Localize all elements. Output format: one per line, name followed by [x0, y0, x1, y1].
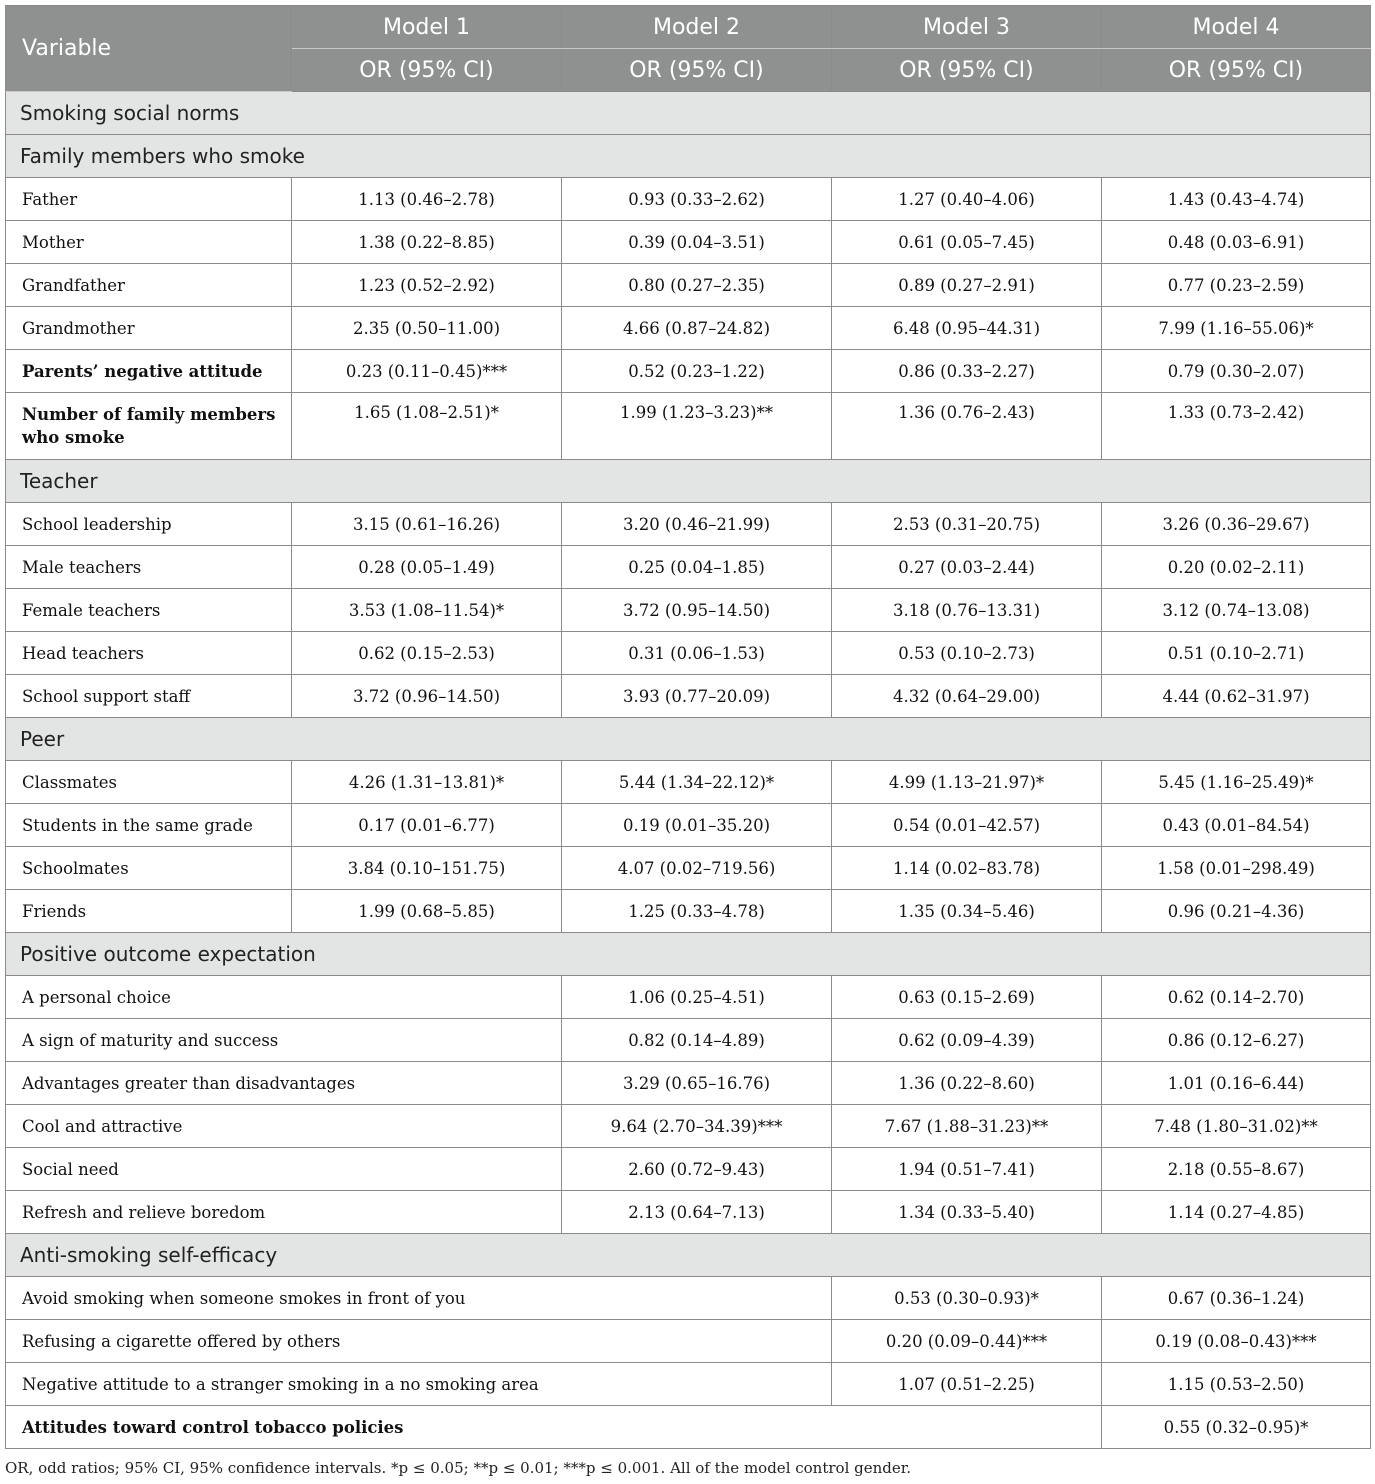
results-table: [5, 5, 1371, 1449]
table-row: [6, 890, 1371, 933]
section-smoking-social-norms: Smoking social norms: [6, 92, 1371, 135]
section-peer: Peer: [6, 718, 1371, 761]
cell-model-3: 0.20 (0.09–0.44)***: [832, 1320, 1102, 1363]
row-label: School leadership: [6, 503, 292, 546]
table-row: [6, 632, 1371, 675]
cell-model-3: 0.53 (0.30–0.93)*: [832, 1277, 1102, 1320]
header-or-ci-1: OR (95% CI): [292, 49, 562, 92]
header-model-3: Model 3: [832, 6, 1102, 49]
cell-model-4: 4.44 (0.62–31.97): [1102, 675, 1371, 718]
cell-model-4: 0.77 (0.23–2.59): [1102, 264, 1371, 307]
cell-model-3: 1.34 (0.33–5.40): [832, 1191, 1102, 1234]
table-row: [6, 761, 1371, 804]
cell-model-4: 0.51 (0.10–2.71): [1102, 632, 1371, 675]
cell-model-3: 0.61 (0.05–7.45): [832, 221, 1102, 264]
cell-model-1: 4.26 (1.31–13.81)*: [292, 761, 562, 804]
row-label: Father: [6, 178, 292, 221]
cell-model-2: 9.64 (2.70–34.39)***: [562, 1105, 832, 1148]
section-positive-outcome: Positive outcome expectation: [6, 933, 1371, 976]
cell-model-1: 1.23 (0.52–2.92): [292, 264, 562, 307]
cell-model-4: 0.43 (0.01–84.54): [1102, 804, 1371, 847]
table-row: [6, 976, 1371, 1019]
cell-model-2: 5.44 (1.34–22.12)*: [562, 761, 832, 804]
cell-model-4: 7.48 (1.80–31.02)**: [1102, 1105, 1371, 1148]
table-row: [6, 546, 1371, 589]
row-label: Social need: [6, 1148, 562, 1191]
row-label: Refresh and relieve boredom: [6, 1191, 562, 1234]
cell-model-3: 0.62 (0.09–4.39): [832, 1019, 1102, 1062]
header-model-2: Model 2: [562, 6, 832, 49]
row-label: Students in the same grade: [6, 804, 292, 847]
table-row: [6, 1019, 1371, 1062]
table-footnote: OR, odd ratios; 95% CI, 95% confidence intervals. *p ≤ 0.05; **p ≤ 0.01; ***p ≤ 0.001. All of the model control gender.: [5, 1459, 912, 1477]
table-row: [6, 589, 1371, 632]
cell-model-2: 3.93 (0.77–20.09): [562, 675, 832, 718]
cell-model-1: 1.65 (1.08–2.51)*: [292, 393, 562, 460]
header-model-1: Model 1: [292, 6, 562, 49]
row-label: Parents’ negative attitude: [6, 350, 292, 393]
row-label: Cool and attractive: [6, 1105, 562, 1148]
cell-model-3: 0.63 (0.15–2.69): [832, 976, 1102, 1019]
cell-model-3: 1.27 (0.40–4.06): [832, 178, 1102, 221]
cell-model-3: 4.99 (1.13–21.97)*: [832, 761, 1102, 804]
cell-model-3: 0.53 (0.10–2.73): [832, 632, 1102, 675]
cell-model-2: 1.06 (0.25–4.51): [562, 976, 832, 1019]
row-label: Attitudes toward control tobacco policies: [6, 1406, 1102, 1449]
cell-model-1: 1.13 (0.46–2.78): [292, 178, 562, 221]
cell-model-3: 0.54 (0.01–42.57): [832, 804, 1102, 847]
cell-model-4: 0.20 (0.02–2.11): [1102, 546, 1371, 589]
cell-model-2: 0.19 (0.01–35.20): [562, 804, 832, 847]
cell-model-4: 3.12 (0.74–13.08): [1102, 589, 1371, 632]
cell-model-3: 6.48 (0.95–44.31): [832, 307, 1102, 350]
row-label: Classmates: [6, 761, 292, 804]
cell-model-4: 1.33 (0.73–2.42): [1102, 393, 1371, 460]
cell-model-4: 0.86 (0.12–6.27): [1102, 1019, 1371, 1062]
cell-model-4: 5.45 (1.16–25.49)*: [1102, 761, 1371, 804]
cell-model-1: 1.99 (0.68–5.85): [292, 890, 562, 933]
cell-model-2: 2.13 (0.64–7.13): [562, 1191, 832, 1234]
cell-model-3: 0.86 (0.33–2.27): [832, 350, 1102, 393]
table-row: [6, 1406, 1371, 1449]
table-row: [6, 1062, 1371, 1105]
cell-model-2: 0.93 (0.33–2.62): [562, 178, 832, 221]
cell-model-4: 0.19 (0.08–0.43)***: [1102, 1320, 1371, 1363]
row-label: Male teachers: [6, 546, 292, 589]
section-anti-smoking: Anti-smoking self-efficacy: [6, 1234, 1371, 1277]
cell-model-3: 4.32 (0.64–29.00): [832, 675, 1102, 718]
row-label: Grandfather: [6, 264, 292, 307]
table-row: [6, 503, 1371, 546]
header-model-4: Model 4: [1102, 6, 1371, 49]
cell-model-3: 0.89 (0.27–2.91): [832, 264, 1102, 307]
cell-model-3: 7.67 (1.88–31.23)**: [832, 1105, 1102, 1148]
cell-model-4: 7.99 (1.16–55.06)*: [1102, 307, 1371, 350]
cell-model-4: 2.18 (0.55–8.67): [1102, 1148, 1371, 1191]
cell-model-2: 1.99 (1.23–3.23)**: [562, 393, 832, 460]
table-row: [6, 1363, 1371, 1406]
cell-model-4: 0.48 (0.03–6.91): [1102, 221, 1371, 264]
row-label: School support staff: [6, 675, 292, 718]
table-row: [6, 264, 1371, 307]
cell-model-3: 1.07 (0.51–2.25): [832, 1363, 1102, 1406]
cell-model-4: 0.67 (0.36–1.24): [1102, 1277, 1371, 1320]
cell-model-1: 0.28 (0.05–1.49): [292, 546, 562, 589]
table-row: [6, 1105, 1371, 1148]
cell-model-4: 0.79 (0.30–2.07): [1102, 350, 1371, 393]
table-row: [6, 1191, 1371, 1234]
cell-model-2: 2.60 (0.72–9.43): [562, 1148, 832, 1191]
table-row: [6, 675, 1371, 718]
cell-model-3: 1.94 (0.51–7.41): [832, 1148, 1102, 1191]
row-label: Female teachers: [6, 589, 292, 632]
cell-model-2: 4.66 (0.87–24.82): [562, 307, 832, 350]
row-label: Negative attitude to a stranger smoking in a no smoking area: [6, 1363, 832, 1406]
header-variable: Variable: [6, 6, 292, 92]
cell-model-1: 2.35 (0.50–11.00): [292, 307, 562, 350]
row-label: Schoolmates: [6, 847, 292, 890]
row-label: Mother: [6, 221, 292, 264]
cell-model-4: 0.55 (0.32–0.95)*: [1102, 1406, 1371, 1449]
cell-model-1: 3.84 (0.10–151.75): [292, 847, 562, 890]
cell-model-1: 3.15 (0.61–16.26): [292, 503, 562, 546]
cell-model-4: 1.01 (0.16–6.44): [1102, 1062, 1371, 1105]
row-label: Advantages greater than disadvantages: [6, 1062, 562, 1105]
cell-model-4: 1.15 (0.53–2.50): [1102, 1363, 1371, 1406]
table-row: [6, 307, 1371, 350]
cell-model-2: 3.72 (0.95–14.50): [562, 589, 832, 632]
cell-model-3: 0.27 (0.03–2.44): [832, 546, 1102, 589]
cell-model-2: 0.31 (0.06–1.53): [562, 632, 832, 675]
cell-model-2: 0.80 (0.27–2.35): [562, 264, 832, 307]
cell-model-4: 3.26 (0.36–29.67): [1102, 503, 1371, 546]
cell-model-4: 1.58 (0.01–298.49): [1102, 847, 1371, 890]
table-row: [6, 1148, 1371, 1191]
table-row: [6, 350, 1371, 393]
cell-model-1: 0.23 (0.11–0.45)***: [292, 350, 562, 393]
cell-model-1: 3.72 (0.96–14.50): [292, 675, 562, 718]
table-row: [6, 804, 1371, 847]
cell-model-3: 1.35 (0.34–5.46): [832, 890, 1102, 933]
cell-model-3: 2.53 (0.31–20.75): [832, 503, 1102, 546]
cell-model-2: 0.25 (0.04–1.85): [562, 546, 832, 589]
table-row: [6, 178, 1371, 221]
cell-model-1: 1.38 (0.22–8.85): [292, 221, 562, 264]
cell-model-4: 1.43 (0.43–4.74): [1102, 178, 1371, 221]
table-row: [6, 1277, 1371, 1320]
table-row: [6, 1320, 1371, 1363]
row-label: Avoid smoking when someone smokes in front of you: [6, 1277, 832, 1320]
cell-model-2: 1.25 (0.33–4.78): [562, 890, 832, 933]
cell-model-2: 0.52 (0.23–1.22): [562, 350, 832, 393]
section-family-members: Family members who smoke: [6, 135, 1371, 178]
cell-model-4: 0.62 (0.14–2.70): [1102, 976, 1371, 1019]
cell-model-3: 3.18 (0.76–13.31): [832, 589, 1102, 632]
cell-model-2: 0.82 (0.14–4.89): [562, 1019, 832, 1062]
cell-model-3: 1.36 (0.76–2.43): [832, 393, 1102, 460]
row-label: Grandmother: [6, 307, 292, 350]
cell-model-1: 3.53 (1.08–11.54)*: [292, 589, 562, 632]
cell-model-3: 1.36 (0.22–8.60): [832, 1062, 1102, 1105]
row-label: A sign of maturity and success: [6, 1019, 562, 1062]
section-teacher: Teacher: [6, 460, 1371, 503]
header-or-ci-3: OR (95% CI): [832, 49, 1102, 92]
row-label: Head teachers: [6, 632, 292, 675]
cell-model-2: 0.39 (0.04–3.51): [562, 221, 832, 264]
row-label: Refusing a cigarette offered by others: [6, 1320, 832, 1363]
cell-model-2: 4.07 (0.02–719.56): [562, 847, 832, 890]
row-label: Friends: [6, 890, 292, 933]
cell-model-2: 3.29 (0.65–16.76): [562, 1062, 832, 1105]
cell-model-4: 1.14 (0.27–4.85): [1102, 1191, 1371, 1234]
cell-model-3: 1.14 (0.02–83.78): [832, 847, 1102, 890]
cell-model-1: 0.17 (0.01–6.77): [292, 804, 562, 847]
cell-model-4: 0.96 (0.21–4.36): [1102, 890, 1371, 933]
cell-model-1: 0.62 (0.15–2.53): [292, 632, 562, 675]
header-or-ci-4: OR (95% CI): [1102, 49, 1371, 92]
row-label: Number of family members who smoke: [6, 393, 292, 460]
row-label: A personal choice: [6, 976, 562, 1019]
cell-model-2: 3.20 (0.46–21.99): [562, 503, 832, 546]
table-row: [6, 393, 1371, 460]
table-row: [6, 221, 1371, 264]
header-or-ci-2: OR (95% CI): [562, 49, 832, 92]
table-row: [6, 847, 1371, 890]
